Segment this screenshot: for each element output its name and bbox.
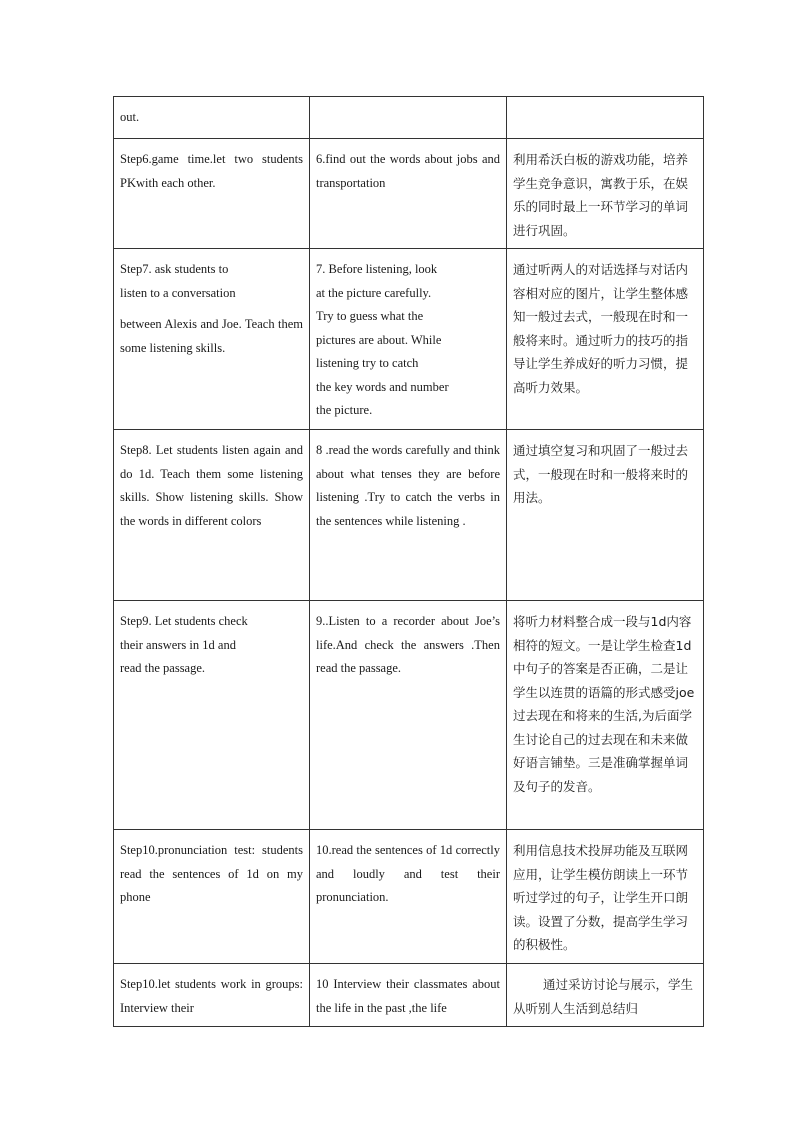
student-activity-cell xyxy=(310,830,507,964)
student-activity-cell xyxy=(310,249,507,430)
cell-text: Step10.pronunciation test: students read the sentences of 1d on my phone xyxy=(120,843,303,904)
cell-text: 通过填空复习和巩固了一般过去式，一般现在时和一般将来时的用法。 xyxy=(513,443,689,505)
cell-text: 将听力材料整合成一段与1d内容相符的短文。一是让学生检查1d中句子的答案是否正确，二是让学生以连贯的语篇的形式感受joe过去现在和将来的生活,为后面学生讨论自己的过去现在和未来做好语言铺垫。三是准确掌握单词及句子的发音。 xyxy=(513,614,695,794)
design-purpose-cell xyxy=(507,964,704,1027)
design-purpose-cell xyxy=(507,430,704,601)
table-row xyxy=(114,601,704,830)
teacher-activity-cell xyxy=(114,430,310,601)
student-activity-cell xyxy=(310,964,507,1027)
cell-text: 7. Before listening, look at the picture carefully. Try to guess what the pictures are about. While listening try to catch the key words and number the picture. xyxy=(316,262,449,417)
table-row xyxy=(114,964,704,1027)
teacher-activity-cell xyxy=(114,964,310,1027)
teacher-activity-cell xyxy=(114,830,310,964)
cell-text: 利用希沃白板的游戏功能，培养学生竞争意识，寓教于乐，在娱乐的同时最上一环节学习的单词进行巩固。 xyxy=(513,152,689,238)
cell-text: 通过听两人的对话选择与对话内容相对应的图片，让学生整体感知一般过去式，一般现在时和一般将来时。通过听力的技巧的指导让学生养成好的听力习惯，提高听力效果。 xyxy=(513,262,689,395)
cell-text: Step10.let students work in groups: Interview their xyxy=(120,977,303,1015)
table-row xyxy=(114,830,704,964)
student-activity-cell xyxy=(310,430,507,601)
student-activity-cell xyxy=(310,601,507,830)
cell-text: 9..Listen to a recorder about Joe’s life.And check the answers .Then read the passage. xyxy=(316,614,500,675)
table-row xyxy=(114,139,704,249)
teacher-activity-cell xyxy=(114,601,310,830)
cell-text: 通过采访讨论与展示，学生从听别人生活到总结归 xyxy=(513,977,694,1016)
table-row xyxy=(114,97,704,139)
cell-text: Step8. Let students listen again and do 1d. Teach them some listening skills. Show listening skills. Show the words in different colors xyxy=(120,443,303,528)
student-activity-cell xyxy=(310,97,507,139)
design-purpose-cell xyxy=(507,97,704,139)
teacher-activity-cell xyxy=(114,139,310,249)
design-purpose-cell xyxy=(507,830,704,964)
teacher-activity-cell xyxy=(114,249,310,430)
design-purpose-cell xyxy=(507,601,704,830)
student-activity-cell xyxy=(310,139,507,249)
table-row xyxy=(114,249,704,430)
cell-text: Step6.game time.let two students PKwith each other. xyxy=(120,152,303,190)
cell-text: 10.read the sentences of 1d correctly and loudly and test their pronunciation. xyxy=(316,843,500,904)
cell-text: 利用信息技术投屏功能及互联网应用，让学生模仿朗读上一环节听过学过的句子，让学生开口朗读。设置了分数，提高学生学习的积极性。 xyxy=(513,843,689,952)
teacher-activity-cell xyxy=(114,97,310,139)
cell-text: between Alexis and Joe. Teach them some listening skills. xyxy=(120,317,303,355)
cell-text: 10 Interview their classmates about the life in the past ,the life xyxy=(316,977,500,1015)
design-purpose-cell xyxy=(507,139,704,249)
design-purpose-cell xyxy=(507,249,704,430)
table-row xyxy=(114,430,704,601)
cell-text: Step7. ask students to listen to a conversation xyxy=(120,262,236,300)
cell-text: out. xyxy=(120,110,140,124)
cell-text: 8 .read the words carefully and think about what tenses they are before listening .Try to catch the verbs in the sentences while listening . xyxy=(316,443,500,528)
lesson-plan-table xyxy=(113,96,704,1027)
cell-text: Step9. Let students check their answers in 1d and read the passage. xyxy=(120,614,248,675)
cell-text: 6.find out the words about jobs and transportation xyxy=(316,152,500,190)
